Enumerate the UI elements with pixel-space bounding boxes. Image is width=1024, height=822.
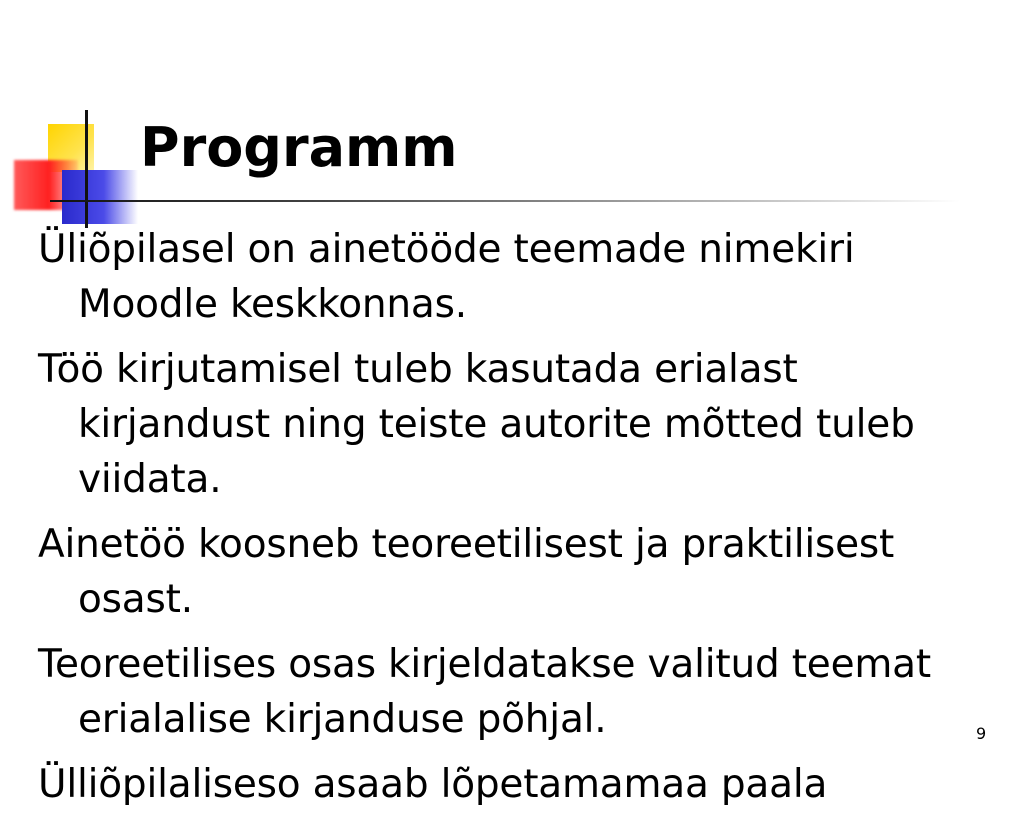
bullet-item: Ainetöö koosneb teoreetilisest ja praktilisest osast. xyxy=(38,522,895,622)
bullet-item: Teoreetilises osas kirjeldatakse valitud teemat erialalise kirjanduse põhjal. xyxy=(38,642,931,742)
title-underline xyxy=(50,200,960,202)
bullet-item: Üliõpilasel on ainetööde teemade nimekiri Moodle keskkonnas. xyxy=(38,227,855,327)
vertical-rule xyxy=(85,110,88,228)
page-number: 9 xyxy=(976,724,987,743)
blue-square-decoration xyxy=(62,170,138,224)
slide-title: Programm xyxy=(140,116,458,179)
corner-emblem xyxy=(0,0,160,240)
bullet-item: Ülliõpilaliseso asaab lõpetamamaa paala xyxy=(38,762,828,807)
bullet-item: Töö kirjutamisel tuleb kasutada erialast kirjandust ning teiste autorite mõtted tuleb viidata. xyxy=(38,347,915,502)
bullet-list xyxy=(38,222,978,822)
